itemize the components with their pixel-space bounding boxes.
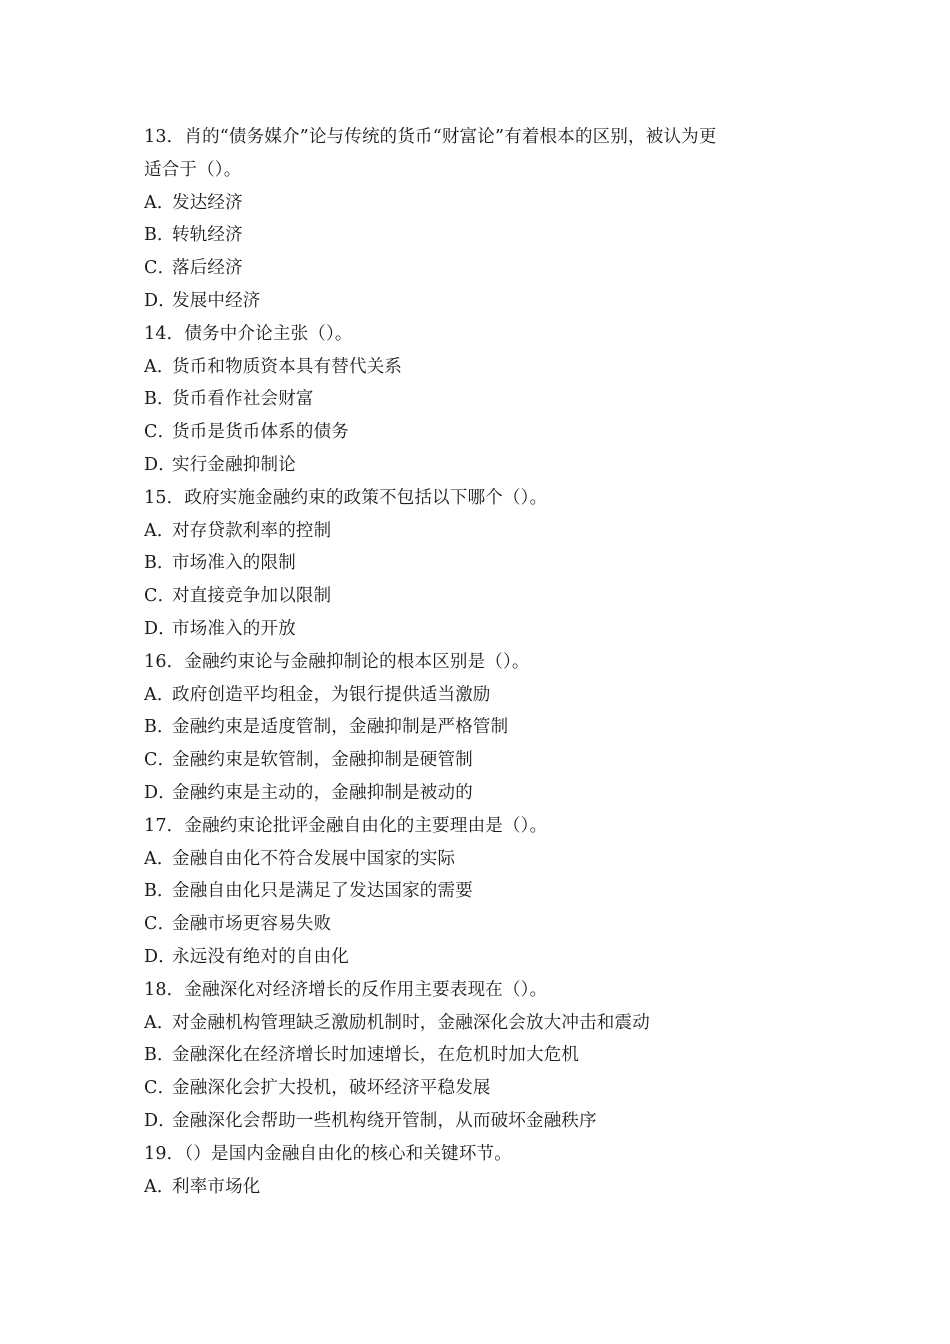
option-text: 金融约束是适度管制，金融抑制是严格管制 (172, 717, 509, 738)
option-letter: B． (144, 389, 175, 410)
question-18-option-c (144, 1072, 824, 1105)
option-text: 金融深化会扩大投机，破坏经济平稳发展 (172, 1078, 491, 1099)
question-14-option-d (144, 449, 824, 482)
question-18-option-b (144, 1039, 824, 1072)
option-text: 落后经济 (172, 258, 243, 279)
question-15-option-b (144, 547, 824, 580)
question-16-option-b (144, 711, 824, 744)
option-letter: D． (144, 1110, 176, 1131)
question-17-option-b (144, 875, 824, 908)
option-letter: A． (144, 520, 175, 541)
option-letter: A． (144, 684, 175, 705)
question-13-option-b (144, 219, 824, 252)
option-text: 对直接竞争加以限制 (172, 586, 332, 607)
question-18-option-d (144, 1105, 824, 1138)
option-text: 利率市场化 (172, 1176, 261, 1197)
option-letter: B． (144, 717, 175, 738)
option-text: 对金融机构管理缺乏激励机制时，金融深化会放大冲击和震动 (172, 1012, 650, 1033)
option-text: 金融市场更容易失败 (172, 914, 332, 935)
option-letter: D． (144, 290, 176, 311)
question-17-stem: 17．金融约束论批评金融自由化的主要理由是（）。 (144, 815, 548, 836)
question-19-option-a (144, 1171, 824, 1204)
option-text: 发达经济 (172, 192, 243, 213)
question-17-option-a (144, 843, 824, 876)
question-14-option-a (144, 351, 824, 384)
question-16-option-d (144, 777, 824, 810)
option-text: 金融约束是主动的，金融抑制是被动的 (172, 782, 473, 803)
question-16-stem: 16．金融约束论与金融抑制论的根本区别是（）。 (144, 651, 530, 672)
option-letter: D． (144, 618, 176, 639)
option-text: 发展中经济 (172, 290, 261, 311)
question-15-option-d (144, 613, 824, 646)
option-text: 金融约束是软管制，金融抑制是硬管制 (172, 750, 473, 771)
option-text: 金融深化在经济增长时加速增长，在危机时加大危机 (172, 1045, 580, 1066)
option-letter: D． (144, 454, 176, 475)
option-text: 市场准入的开放 (172, 618, 296, 639)
question-19-stem: 19．（）是国内金融自由化的核心和关键环节。 (144, 1143, 512, 1164)
option-text: 货币看作社会财富 (172, 389, 314, 410)
option-letter: A． (144, 848, 175, 869)
option-text: 货币和物质资本具有替代关系 (172, 356, 403, 377)
option-letter: C． (144, 914, 176, 935)
question-13-stem-line-1: 13．肖的“债务媒介”论与传统的货币“财富论”有着根本的区别，被认为更 (144, 127, 717, 147)
option-letter: A． (144, 1012, 175, 1033)
option-text: 转轨经济 (172, 225, 243, 246)
question-16-option-a (144, 679, 824, 712)
option-text: 政府创造平均租金，为银行提供适当激励 (172, 684, 491, 705)
option-letter: C． (144, 422, 176, 443)
question-14-option-c (144, 416, 824, 449)
question-15-option-a (144, 515, 824, 548)
option-text: 货币是货币体系的债务 (172, 422, 349, 443)
option-text: 金融自由化不符合发展中国家的实际 (172, 848, 456, 869)
option-letter: B． (144, 225, 175, 246)
option-text: 市场准入的限制 (172, 553, 296, 574)
option-letter: B． (144, 553, 175, 574)
option-text: 永远没有绝对的自由化 (172, 946, 349, 967)
question-17-option-d (144, 941, 824, 974)
question-18-stem: 18．金融深化对经济增长的反作用主要表现在（）。 (144, 979, 548, 1000)
question-13-option-d (144, 285, 824, 318)
option-letter: C． (144, 1078, 176, 1099)
option-letter: B． (144, 881, 175, 902)
option-text: 对存贷款利率的控制 (172, 520, 332, 541)
option-letter: A． (144, 1176, 175, 1197)
question-16-option-c (144, 744, 824, 777)
option-letter: D． (144, 946, 176, 967)
question-14-stem: 14．债务中介论主张（）。 (144, 323, 353, 344)
question-15-option-c (144, 580, 824, 613)
question-13-option-a (144, 187, 824, 220)
option-letter: B． (144, 1045, 175, 1066)
option-text: 实行金融抑制论 (172, 454, 296, 475)
option-letter: A． (144, 356, 175, 377)
option-letter: D． (144, 782, 176, 803)
question-17-option-c (144, 908, 824, 941)
option-letter: C． (144, 750, 176, 771)
question-14-option-b (144, 383, 824, 416)
option-letter: A． (144, 192, 175, 213)
question-13-stem-line-2: 适合于（）。 (144, 159, 242, 180)
question-13-option-c (144, 252, 824, 285)
option-text: 金融深化会帮助一些机构绕开管制，从而破坏金融秩序 (172, 1110, 597, 1131)
option-letter: C． (144, 258, 176, 279)
option-letter: C． (144, 586, 176, 607)
option-text: 金融自由化只是满足了发达国家的需要 (172, 881, 473, 902)
question-18-option-a (144, 1007, 824, 1040)
question-15-stem: 15．政府实施金融约束的政策不包括以下哪个（）。 (144, 487, 548, 508)
question-list (144, 121, 824, 1203)
